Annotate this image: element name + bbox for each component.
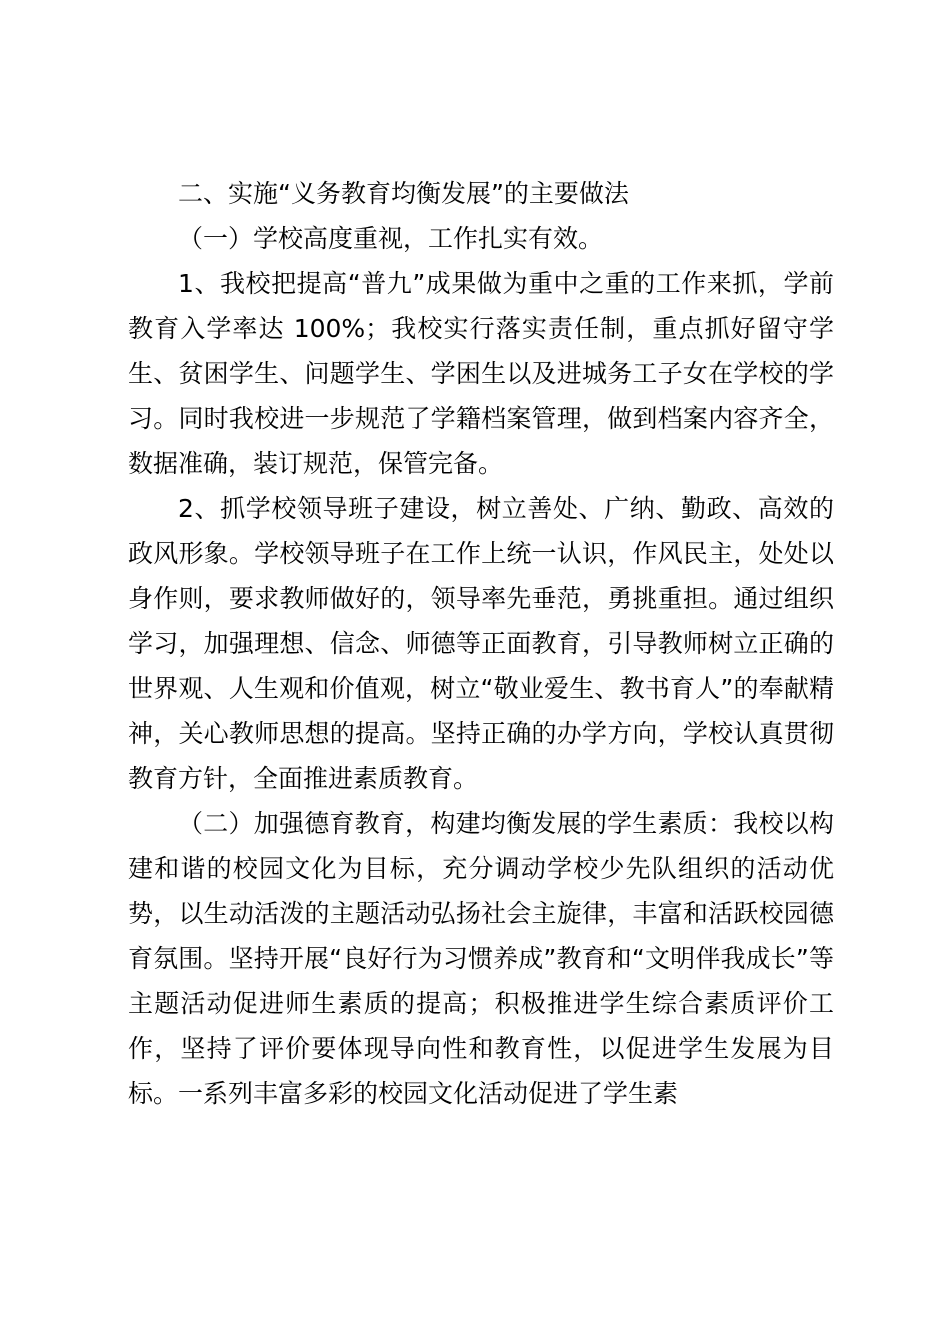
paragraph-item-1: 1、我校把提高“普九”成果做为重中之重的工作来抓，学前教育入学率达 100%；我校实行落实责任制，重点抓好留守学生、贫困学生、问题学生、学困生以及进城务工子女在学校的学习。同时我校进一步规范了学籍档案管理，做到档案内容齐全，数据准确，装订规范，保管完备。 (128, 269, 834, 478)
paragraph-item-2: 2、抓学校领导班子建设，树立善处、广纳、勤政、高效的政风形象。学校领导班子在工作上统一认识，作风民主，处处以身作则，要求教师做好的，领导率先垂范，勇挑重担。通过组织学习，加强理想、信念、师德等正面教育，引导教师树立正确的世界观、人生观和价值观，树立“敬业爱生、教书育人”的奉献精神，关心教师思想的提高。坚持正确的办学方向，学校认真贯彻教育方针，全面推进素质教育。 (128, 494, 834, 793)
subsection-heading-1: （一）学校高度重视，工作扎实有效。 (178, 224, 604, 253)
subsection-paragraph-2: （二）加强德育教育，构建均衡发展的学生素质：我校以构建和谐的校园文化为目标，充分调动学校少先队组织的活动优势，以生动活泼的主题活动弘扬社会主旋律，丰富和活跃校园德育氛围。坚持开展“良好行为习惯养成”教育和“文明伴我成长”等主题活动促进师生素质的提高；积极推进学生综合素质评价工作，坚持了评价要体现导向性和教育性，以促进学生发展为目标。一系列丰富多彩的校园文化活动促进了学生素 (128, 809, 834, 1108)
document-body (128, 171, 834, 1116)
section-heading: 二、实施“义务教育均衡发展”的主要做法 (178, 179, 629, 208)
